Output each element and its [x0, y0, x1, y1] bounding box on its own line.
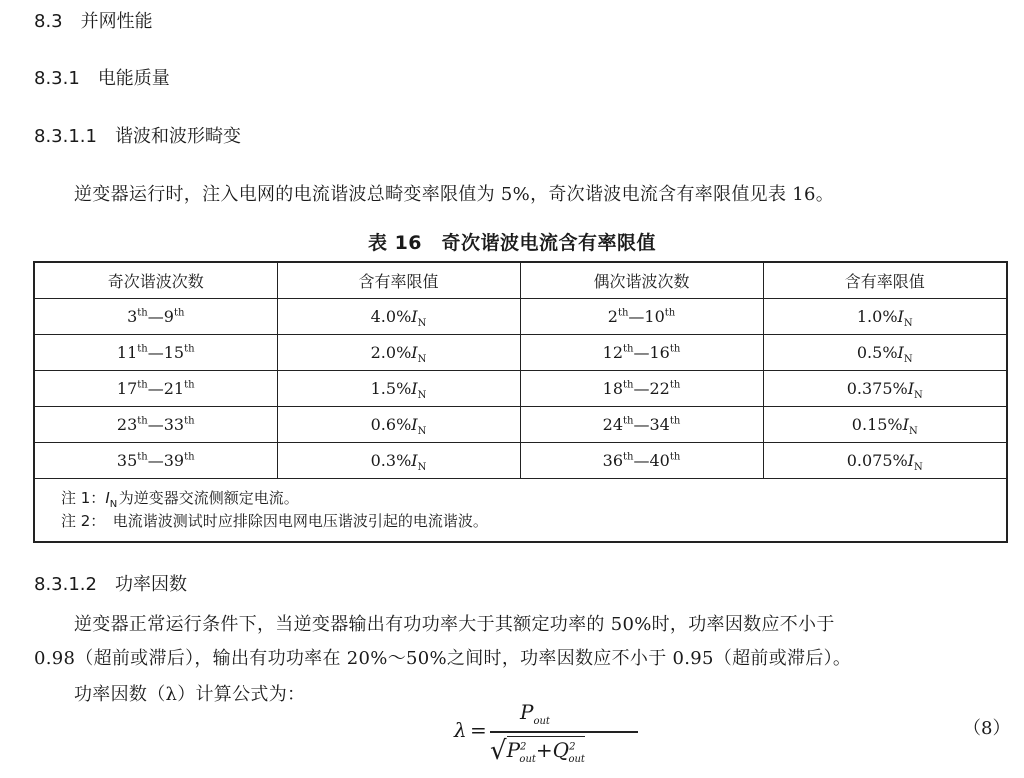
- odd-limit-cell: $0.6\%I_N$: [277, 407, 520, 443]
- odd-limit-cell: $2.0\%I_N$: [277, 335, 520, 371]
- heading-title: 谐波和波形畸变: [114, 126, 241, 147]
- note-1-prefix: 注 1：: [61, 489, 106, 507]
- table-notes-row: [34, 479, 1007, 543]
- table-row: [34, 335, 1007, 371]
- radicand: $P^2_{out}+Q^2_{out}$: [506, 738, 585, 765]
- header-odd-order: 奇次谐波次数: [34, 262, 277, 299]
- intro-paragraph: 逆变器运行时，注入电网的电流谐波总畸变率限值为 5%，奇次谐波电流含有率限值见表 16。: [74, 184, 835, 205]
- table-header-row: [34, 262, 1007, 299]
- even-limit-cell: $0.5\%I_N$: [763, 335, 1007, 371]
- even-limit-cell: $1.0\%I_N$: [763, 299, 1007, 335]
- harmonic-limits-table: [33, 261, 1008, 543]
- odd-order-cell: 3th—9th: [34, 299, 277, 335]
- even-order-cell: 18th—22th: [520, 371, 763, 407]
- even-order-cell: 36th—40th: [520, 443, 763, 479]
- table-row: [34, 407, 1007, 443]
- heading-8-3-1-2: [34, 570, 187, 596]
- odd-order-cell: 35th—39th: [34, 443, 277, 479]
- heading-8-3-1-1: [34, 122, 241, 148]
- odd-limit-cell: $4.0\%I_N$: [277, 299, 520, 335]
- formula-numerator: $P_{out}$: [520, 700, 550, 727]
- sqrt-symbol: √: [490, 736, 507, 766]
- odd-limit-cell: $0.3\%I_N$: [277, 443, 520, 479]
- odd-order-cell: 11th—15th: [34, 335, 277, 371]
- note-2: 注 2： 电流谐波测试时应排除因电网电压谐波引起的电流谐波。: [61, 512, 488, 530]
- formula-denominator: [490, 734, 585, 764]
- formula-equals: =: [470, 718, 487, 742]
- heading-number: 8.3.1: [34, 68, 80, 89]
- heading-8-3: [34, 7, 153, 33]
- table-row: [34, 443, 1007, 479]
- note-1-symbol: I: [105, 489, 110, 507]
- note-1: [61, 487, 1006, 510]
- table-row: [34, 371, 1007, 407]
- heading-number: 8.3: [34, 11, 63, 32]
- pf-paragraph-line-1: 逆变器正常运行条件下，当逆变器输出有功功率大于其额定功率的 50%时，功率因数应不小于: [74, 614, 835, 635]
- table-caption: 表 16 奇次谐波电流含有率限值: [367, 232, 657, 254]
- table-notes: [34, 479, 1007, 543]
- pf-paragraph-line-2: 0.98（超前或滞后），输出有功功率在 20%～50%之间时，功率因数应不小于 0.95（超前或滞后）。: [34, 648, 852, 669]
- odd-order-cell: 17th—21th: [34, 371, 277, 407]
- fraction-bar: [490, 731, 638, 733]
- odd-order-cell: 23th—33th: [34, 407, 277, 443]
- even-order-cell: 2th—10th: [520, 299, 763, 335]
- even-order-cell: 12th—16th: [520, 335, 763, 371]
- header-even-limit: 含有率限值: [763, 262, 1007, 299]
- heading-number: 8.3.1.2: [34, 574, 97, 595]
- heading-8-3-1: [34, 64, 170, 90]
- equation-number: （8）: [963, 718, 1011, 739]
- table-row: [34, 299, 1007, 335]
- odd-limit-cell: $1.5\%I_N$: [277, 371, 520, 407]
- heading-title: 并网性能: [80, 11, 153, 32]
- heading-title: 功率因数: [114, 574, 187, 595]
- heading-title: 电能质量: [97, 68, 170, 89]
- even-order-cell: 24th—34th: [520, 407, 763, 443]
- header-odd-limit: 含有率限值: [277, 262, 520, 299]
- even-limit-cell: $0.15\%I_N$: [763, 407, 1007, 443]
- pf-formula-intro: 功率因数（λ）计算公式为：: [74, 684, 306, 705]
- even-limit-cell: $0.075\%I_N$: [763, 443, 1007, 479]
- heading-number: 8.3.1.1: [34, 126, 97, 147]
- note-1-subscript: N: [109, 499, 118, 510]
- even-limit-cell: $0.375\%I_N$: [763, 371, 1007, 407]
- formula-lambda: λ: [454, 718, 467, 742]
- header-even-order: 偶次谐波次数: [520, 262, 763, 299]
- note-1-text: 为逆变器交流侧额定电流。: [118, 489, 299, 507]
